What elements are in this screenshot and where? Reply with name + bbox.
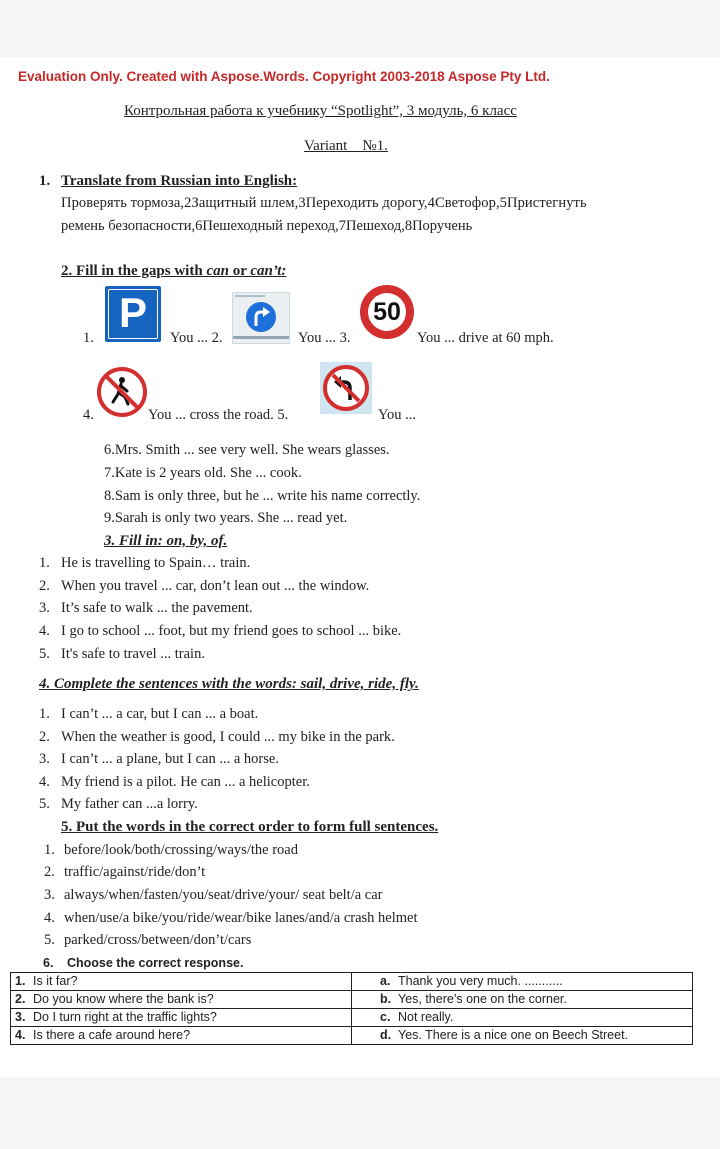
question-cell: 2. Do you know where the bank is? bbox=[11, 991, 352, 1009]
task4-item-5: 5. My father can ...a lorry. bbox=[39, 796, 198, 812]
turn-right-sign-icon bbox=[232, 292, 290, 344]
task5-item-4: 4. when/use/a bike/you/ride/wear/bike lanes/and/a crash helmet bbox=[44, 910, 418, 926]
sentence-6: 6.Mrs. Smith ... see very well. She wears glasses. bbox=[104, 442, 390, 458]
speed-limit-sign-icon: 50 bbox=[358, 283, 416, 341]
task4-heading: 4. Complete the sentences with the words: sail, drive, ride, fly. bbox=[39, 676, 419, 692]
task5-item-3: 3. always/when/fasten/you/seat/drive/your/ seat belt/a car bbox=[44, 887, 383, 903]
gap-2-label: You ... 2. bbox=[170, 330, 223, 346]
gap-3-label: You ... 3. bbox=[298, 330, 351, 346]
task3-item-2: 2. When you travel ... car, don’t lean out ... the window. bbox=[39, 578, 370, 594]
no-left-turn-sign-icon bbox=[320, 362, 372, 414]
variant-label: Variant №1. bbox=[304, 138, 388, 154]
sentence-9: 9.Sarah is only two years. She ... read yet. bbox=[104, 510, 348, 526]
task1-heading: Translate from Russian into English: bbox=[61, 173, 298, 189]
task4-item-2: 2. When the weather is good, I could ... my bike in the park. bbox=[39, 729, 395, 745]
response-cell: c. Not really. bbox=[352, 1009, 693, 1027]
task6-heading: 6. Choose the correct response. bbox=[43, 956, 244, 970]
task1-line-2: ремень безопасности,6Пешеходный переход,7Пешеход,8Поручень bbox=[61, 218, 473, 234]
task3-item-1: 1. He is travelling to Spain… train. bbox=[39, 555, 251, 571]
task5-item-5: 5. parked/cross/between/don’t/cars bbox=[44, 932, 252, 948]
gap-4-label: You ... drive at 60 mph. bbox=[417, 330, 554, 346]
task5-item-2: 2. traffic/against/ride/don’t bbox=[44, 864, 206, 880]
document-page bbox=[0, 57, 720, 1077]
table-row bbox=[11, 1009, 693, 1027]
parking-sign-icon: P bbox=[105, 286, 161, 342]
page-title: Контрольная работа к учебнику “Spotlight”, 3 модуль, 6 класс bbox=[124, 103, 517, 119]
question-cell: 3. Do I turn right at the traffic lights? bbox=[11, 1009, 352, 1027]
no-pedestrians-sign-icon bbox=[96, 366, 148, 418]
task3-item-5: 5. It's safe to travel ... train. bbox=[39, 646, 205, 662]
task5-heading: 5. Put the words in the correct order to form full sentences. bbox=[61, 819, 439, 835]
gap-row2-end: You ... bbox=[378, 407, 417, 423]
task2-heading: 2. Fill in the gaps with can or can’t: bbox=[61, 263, 287, 279]
task4-item-1: 1. I can’t ... a car, but I can ... a boat. bbox=[39, 706, 259, 722]
table-row bbox=[11, 1027, 693, 1045]
gap-row2-number: 4. bbox=[83, 407, 94, 423]
response-cell: d. Yes. There is a nice one on Beech Street. bbox=[352, 1027, 693, 1045]
sentence-7: 7.Kate is 2 years old. She ... cook. bbox=[104, 465, 302, 481]
table-row bbox=[11, 973, 693, 991]
sentence-8: 8.Sam is only three, but he ... write his name correctly. bbox=[104, 488, 421, 504]
gap-1-label: 1. bbox=[83, 330, 94, 346]
response-table bbox=[10, 972, 693, 1045]
task3-item-3: 3. It’s safe to walk ... the pavement. bbox=[39, 600, 253, 616]
question-cell: 1. Is it far? bbox=[11, 973, 352, 991]
task1-number: 1. bbox=[39, 173, 51, 189]
response-cell: b. Yes, there’s one on the corner. bbox=[352, 991, 693, 1009]
table-row bbox=[11, 991, 693, 1009]
task3-item-4: 4. I go to school ... foot, but my friend goes to school ... bike. bbox=[39, 623, 402, 639]
task5-item-1: 1. before/look/both/crossing/ways/the road bbox=[44, 842, 298, 858]
gap-row2-text: You ... cross the road. 5. bbox=[148, 407, 289, 423]
watermark-text: Evaluation Only. Created with Aspose.Words. Copyright 2003-2018 Aspose Pty Ltd. bbox=[18, 69, 550, 84]
task1-line-1: Проверять тормоза,2Защитный шлем,3Переходить дорогу,4Светофор,5Пристегнуть bbox=[61, 195, 587, 211]
response-cell: a. Thank you very much. ........... bbox=[352, 973, 693, 991]
task4-item-3: 3. I can’t ... a plane, but I can ... a horse. bbox=[39, 751, 279, 767]
task4-item-4: 4. My friend is a pilot. He can ... a helicopter. bbox=[39, 774, 310, 790]
task3-heading: 3. Fill in: on, by, of. bbox=[104, 533, 228, 549]
question-cell: 4. Is there a cafe around here? bbox=[11, 1027, 352, 1045]
